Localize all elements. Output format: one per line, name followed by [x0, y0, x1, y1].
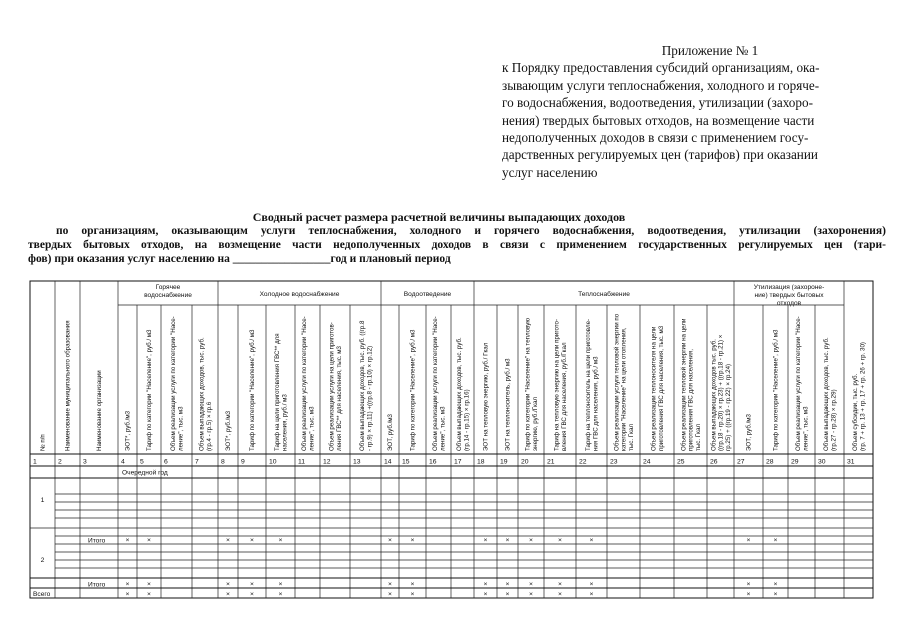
report-subtitle-line: твердых бытовых отходов, на возмещение части недополученных доходов в связи с применением государственных регулируемых цен (тари- [28, 239, 886, 251]
column-header-label: Объем реализации услуги по категории "Насе- [301, 316, 309, 451]
group-heat: Теплоснабжение [578, 291, 630, 298]
column-number: 4 [121, 458, 125, 466]
column-header-label: ((гр.18 - гр.20) × гр.23) + ((гр.18 - гр.21) × [717, 334, 725, 451]
not-applicable-mark: × [125, 537, 130, 545]
not-applicable-mark: × [410, 537, 415, 545]
group-drainage: Водоотведение [403, 291, 452, 298]
column-header-label: населения, руб./ м3 [281, 394, 289, 451]
appendix-line: нения) твердых бытовых отходов, на возмещение части [502, 112, 815, 128]
column-header-label: ление", тыс. м3 [308, 406, 316, 451]
group-waste: Утилизация (захороне- [753, 284, 825, 291]
column-header-label: Объем реализации услуги по категории "Насе- [432, 316, 440, 451]
column-header-label: (гр.27 - гр.28) × гр.29) [830, 389, 838, 451]
block-number: 1 [40, 497, 45, 504]
not-applicable-mark: × [410, 591, 415, 599]
column-number: 14 [384, 458, 392, 466]
appendix-title: Приложение № 1 [661, 43, 759, 58]
subtotal-label: Итого [88, 581, 106, 589]
column-number: 16 [429, 458, 437, 466]
column-number: 12 [323, 458, 331, 466]
column-header-label: (гр.4 - гр.5) × гр.6 [205, 401, 213, 451]
not-applicable-mark: × [529, 581, 533, 589]
not-applicable-mark: × [388, 537, 392, 545]
column-number: 10 [269, 458, 277, 466]
column-number: 3 [83, 458, 87, 466]
column-number: 26 [710, 458, 718, 466]
column-header-label: Объем выпадающих доходов, тыс. руб. ((гр.8 [359, 320, 367, 451]
column-header-label: (гр.14 - гр.15) × гр.16) [463, 389, 471, 451]
not-applicable-mark: × [147, 591, 151, 599]
column-header-label: Объем выпадающих доходов, тыс. руб. [823, 337, 831, 451]
column-number: 29 [791, 458, 799, 466]
not-applicable-mark: × [558, 591, 562, 599]
column-header-label: категории "Население" на цели отопления, [620, 327, 628, 451]
column-header-label: Тариф по категории "Население" на тепловую [524, 317, 532, 451]
column-header-label: Объем выпадающих доходов, тыс. руб. [198, 337, 206, 451]
not-applicable-mark: × [773, 591, 778, 599]
block-number: 2 [40, 557, 45, 564]
column-number: 17 [454, 458, 462, 466]
column-header-label: вления ГВС для населения, руб./Гкал [560, 342, 568, 451]
group-waste: ние) твердых бытовых [754, 292, 824, 299]
column-number: 25 [677, 458, 685, 466]
not-applicable-mark: × [773, 581, 778, 589]
group-cold-water: Холодное водоснабжение [259, 291, 340, 298]
not-applicable-mark: × [558, 537, 562, 545]
not-applicable-mark: × [147, 537, 151, 545]
not-applicable-mark: × [388, 591, 392, 599]
column-header-label: гр.25) + ((гр.19 - гр.22) × гр.24) [724, 363, 732, 451]
appendix-line: недополученных доходов в связи с применением госу- [502, 130, 809, 146]
appendix-line: зывающим услуги теплоснабжения, холодного и горяче- [502, 77, 820, 93]
appendix-line: дарственных регулируемых цен (тарифов) при оказании [502, 147, 818, 163]
column-number: 31 [847, 458, 855, 466]
column-number: 18 [477, 458, 485, 466]
not-applicable-mark: × [505, 581, 510, 589]
column-number: 24 [643, 458, 651, 466]
not-applicable-mark: × [483, 581, 488, 589]
column-header-label: Тариф на теплоноситель на цели приготовле- [585, 318, 593, 451]
group-waste: отходов [776, 300, 802, 307]
not-applicable-mark: × [388, 581, 392, 589]
not-applicable-mark: × [483, 537, 488, 545]
column-header-label: ление", тыс. м3 [177, 406, 185, 451]
column-header-label: приготовления ГВС для населения, тыс. м3 [657, 325, 665, 451]
column-header-label: энергию, руб./Гкал [531, 396, 539, 451]
column-header-label: Объем реализации услуги по категории "Насе- [170, 316, 178, 451]
column-number: 1 [33, 458, 37, 466]
not-applicable-mark: × [746, 591, 751, 599]
not-applicable-mark: × [529, 537, 533, 545]
column-header-label: Тариф по категории "Население", руб./ м3 [409, 329, 417, 451]
column-number: 6 [164, 458, 168, 466]
column-number: 15 [402, 458, 410, 466]
not-applicable-mark: × [147, 581, 151, 589]
column-header-label: ЭОТ, руб./м3 [745, 413, 753, 451]
appendix-line: го водоснабжения, водоотведения, утилизации (захоро- [502, 95, 813, 111]
not-applicable-mark: × [226, 581, 230, 589]
column-header-label: ния ГВС для населения, руб./ м3 [592, 356, 600, 451]
column-number: 21 [547, 458, 555, 466]
subtotal-label: Итого [88, 537, 106, 545]
column-header-label: Объем выпадающих доходов, тыс. руб. [456, 337, 464, 451]
column-header-label: Наименование организации [96, 370, 104, 451]
column-number: 19 [500, 458, 508, 466]
not-applicable-mark: × [250, 581, 254, 589]
column-header-label: ления ГВС** для населения, тыс. м3 [335, 346, 343, 451]
appendix-line: услуг населению [502, 164, 598, 180]
column-number: 30 [818, 458, 826, 466]
column-number: 8 [221, 458, 225, 466]
column-header-label: Наименование муниципального образования [64, 320, 72, 451]
not-applicable-mark: × [278, 581, 283, 589]
column-header-label: № п/п [39, 434, 47, 451]
not-applicable-mark: × [589, 581, 594, 589]
column-number: 7 [195, 458, 199, 466]
column-header-label: ЭОТ на тепловую энергию, руб./ Гкал [482, 342, 490, 451]
column-number: 28 [766, 458, 774, 466]
column-header-label: ЭОТ на теплоноситель, руб./ м3 [504, 358, 512, 451]
group-hot-water: Горячее [155, 284, 181, 291]
not-applicable-mark: × [226, 537, 230, 545]
not-applicable-mark: × [505, 591, 510, 599]
not-applicable-mark: × [589, 591, 594, 599]
total-label: Всего [33, 591, 51, 598]
column-header-label: Объем реализации тепловой энергии на цели [680, 318, 688, 451]
column-header-label: Тариф на тепловую энергию на цели пригото- [553, 318, 561, 451]
column-header-label: ление", тыс. м3 [802, 406, 810, 451]
column-header-label: Тариф на цели приготовления ГВС** для [274, 333, 282, 451]
column-number: 13 [353, 458, 361, 466]
not-applicable-mark: × [125, 591, 130, 599]
column-header-label: Объем реализации теплоносителя на цели [650, 326, 658, 451]
appendix-line: к Порядку предоставления субсидий организациям, ока- [502, 60, 820, 76]
report-subtitle-line: по организациям, оказывающим услуги теплоснабжения, холодного и горячего водоснабжения, водоотведения, утилизации (захоронения) [56, 225, 886, 237]
report-title: Сводный расчет размера расчетной величины выпадающих доходов [252, 210, 626, 224]
column-header-label: ЭОТ, руб./м3 [387, 413, 395, 451]
column-number: 27 [737, 458, 745, 466]
column-header-label: ЭОТ*, руб./м3 [124, 410, 132, 451]
column-header-label: Тариф по категории "Население", руб./ м3 [146, 329, 154, 451]
not-applicable-mark: × [483, 591, 488, 599]
report-subtitle-line: фов) при оказания услуг населению на _________________год и плановый период [28, 253, 451, 265]
column-header-label: тыс. Гкал [694, 423, 702, 451]
not-applicable-mark: × [250, 591, 254, 599]
column-header-label: Объем выпадающих доходов тыс. руб. [710, 339, 718, 451]
column-header-label: - гр.9) × гр.11) +((гр.8 - гр.10) × гр.12) [366, 345, 374, 451]
not-applicable-mark: × [529, 591, 533, 599]
not-applicable-mark: × [226, 591, 230, 599]
not-applicable-mark: × [746, 537, 751, 545]
column-header-label: Тариф по категории "Население", руб./ м3 [772, 329, 780, 451]
column-number: 5 [140, 458, 144, 466]
column-number: 2 [58, 458, 62, 466]
column-header-label: приготовления ГВС для населения, [687, 349, 695, 451]
not-applicable-mark: × [278, 537, 283, 545]
column-header-label: тыс. Гкал [627, 423, 635, 451]
column-number: 20 [521, 458, 529, 466]
column-header-label: Объем реализации услуги тепловой энергии по [613, 313, 621, 451]
not-applicable-mark: × [250, 537, 254, 545]
not-applicable-mark: × [558, 581, 562, 589]
group-hot-water: водоснабжение [144, 292, 192, 299]
not-applicable-mark: × [589, 537, 594, 545]
column-header-label: ЭОТ*, руб./м3 [225, 410, 233, 451]
column-header-label: ление", тыс. м3 [439, 406, 447, 451]
not-applicable-mark: × [746, 581, 751, 589]
not-applicable-mark: × [278, 591, 283, 599]
column-header-label: (гр. 7 + гр. 13 + гр. 17 + гр. 26 + гр. 30) [859, 342, 867, 451]
not-applicable-mark: × [773, 537, 778, 545]
column-number: 11 [298, 458, 306, 466]
column-number: 23 [610, 458, 618, 466]
column-header-label: Объем субсидии, тыс. руб. [852, 373, 860, 451]
column-header-label: Объем реализации услуги на цели приготов- [328, 322, 336, 451]
column-header-label: Тариф по категории "Население", руб./ м3 [249, 329, 257, 451]
not-applicable-mark: × [410, 581, 415, 589]
column-number: 22 [579, 458, 587, 466]
column-header-label: Объем реализации услуги по категории "Насе- [795, 316, 803, 451]
next-year-label: Очередной год [122, 469, 168, 477]
not-applicable-mark: × [125, 581, 130, 589]
not-applicable-mark: × [505, 537, 510, 545]
column-number: 9 [241, 458, 245, 466]
